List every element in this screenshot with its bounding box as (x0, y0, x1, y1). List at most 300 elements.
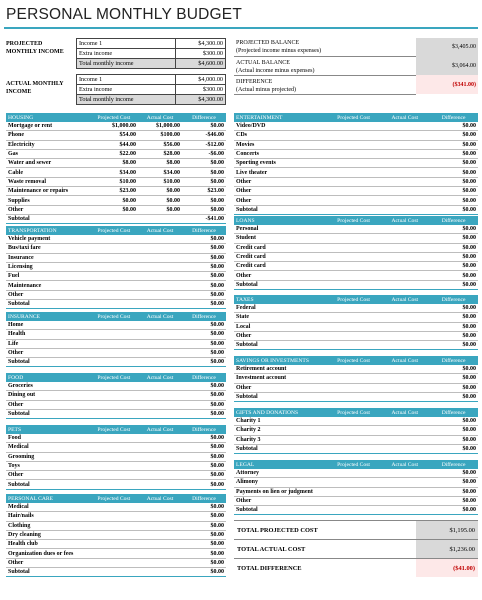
projected-cost-cell (90, 409, 138, 418)
actual-cost-cell[interactable] (138, 262, 182, 271)
expense-label: Charity 2 (234, 426, 327, 435)
actual-cost-cell[interactable] (138, 521, 182, 530)
difference-cell: $0.00 (182, 168, 226, 177)
projected-cost-cell[interactable]: $10.00 (90, 177, 138, 186)
subtotal-row (6, 214, 226, 223)
actual-cost-cell[interactable] (380, 196, 429, 205)
projected-cost-cell[interactable] (327, 234, 381, 243)
projected-cost-cell[interactable] (90, 339, 138, 348)
actual-cost-cell[interactable] (138, 452, 182, 461)
actual-cost-cell[interactable] (138, 348, 182, 357)
column-difference: Difference (182, 113, 226, 122)
actual-cost-cell[interactable] (380, 262, 429, 271)
actual-cost-cell[interactable] (138, 434, 182, 443)
expense-row (6, 434, 226, 443)
column-difference: Difference (182, 425, 226, 434)
difference-cell: $0.00 (182, 253, 226, 262)
actual-cost-cell[interactable] (380, 478, 429, 487)
projected-cost-cell[interactable] (90, 540, 138, 549)
projected-cost-cell[interactable] (327, 304, 381, 313)
actual-cost-cell[interactable] (380, 187, 429, 196)
difference-cell: $0.00 (182, 400, 226, 409)
section-title: LEGAL (234, 460, 327, 469)
expense-label: Health (6, 330, 90, 339)
expense-label: Fuel (6, 272, 90, 281)
expense-row (234, 322, 478, 331)
actual-cost-cell[interactable] (380, 234, 429, 243)
expense-row (6, 168, 226, 177)
actual-cost-cell[interactable] (380, 496, 429, 505)
projected-cost-cell[interactable] (90, 272, 138, 281)
expense-row (6, 131, 226, 140)
projected-cost-cell[interactable] (90, 549, 138, 558)
projected-cost-cell[interactable] (327, 271, 381, 280)
actual-cost-cell[interactable] (138, 382, 182, 391)
expense-label: Electricity (6, 140, 90, 149)
projected-cost-cell (327, 392, 381, 401)
projected-cost-cell[interactable] (327, 168, 381, 177)
income-total-row: Total monthly income $4,600.00 (77, 59, 226, 69)
actual-cost-cell[interactable] (380, 149, 429, 158)
section-header (234, 460, 478, 469)
difference-cell: $23.00 (182, 187, 226, 196)
expense-row (234, 131, 478, 140)
actual-cost-cell (380, 341, 429, 350)
projected-cost-cell[interactable] (90, 348, 138, 357)
projected-cost-cell[interactable]: $44.00 (90, 140, 138, 149)
expense-label: Vehicle payment (6, 235, 90, 244)
expense-row (6, 558, 226, 567)
actual-cost-cell[interactable] (380, 374, 429, 383)
expense-label: Local (234, 322, 327, 331)
projected-cost-cell[interactable] (90, 321, 138, 330)
section-housing (6, 113, 226, 224)
projected-cost-cell[interactable] (90, 558, 138, 567)
expense-row (6, 149, 226, 158)
actual-cost-cell[interactable]: $100.00 (138, 131, 182, 140)
expense-label: Charity 1 (234, 417, 327, 426)
expense-row (6, 549, 226, 558)
section-header (234, 356, 478, 365)
expense-row (234, 177, 478, 186)
expense-label: Water and sewer (6, 159, 90, 168)
projected-cost-cell[interactable] (90, 235, 138, 244)
difference-cell: $0.00 (182, 205, 226, 214)
expense-label: Gas (6, 149, 90, 158)
expense-row (234, 374, 478, 383)
actual-cost-cell[interactable] (138, 512, 182, 521)
column-actual-cost: Actual Cost (380, 408, 429, 417)
projected-cost-cell[interactable] (90, 281, 138, 290)
difference-cell: $0.00 (182, 122, 226, 131)
actual-cost-cell[interactable] (138, 471, 182, 480)
projected-cost-cell[interactable] (327, 469, 381, 478)
actual-cost-cell[interactable] (138, 281, 182, 290)
difference-row: DIFFERENCE (Actual minus projected) ($341.00) (234, 75, 478, 94)
actual-cost-cell[interactable] (138, 461, 182, 470)
expense-row (234, 243, 478, 252)
actual-cost-cell[interactable] (380, 140, 429, 149)
projected-cost-cell[interactable] (327, 252, 381, 261)
projected-cost-cell[interactable] (327, 426, 381, 435)
expense-label: Subtotal (234, 341, 327, 350)
expense-label: Other (6, 400, 90, 409)
expense-label: Retirement account (234, 365, 327, 374)
projected-cost-cell[interactable] (90, 244, 138, 253)
section-title: LOANS (234, 216, 327, 225)
projected-cost-cell[interactable] (90, 290, 138, 299)
projected-cost-cell[interactable] (327, 417, 381, 426)
projected-cost-cell[interactable] (90, 471, 138, 480)
expense-row (6, 235, 226, 244)
projected-cost-cell[interactable] (90, 503, 138, 512)
column-actual-cost: Actual Cost (138, 226, 182, 235)
difference-cell: $0.00 (429, 280, 478, 289)
expense-row (6, 530, 226, 539)
expense-label: Maintenance or repairs (6, 187, 90, 196)
projected-cost-cell[interactable] (90, 521, 138, 530)
projected-cost-cell[interactable]: $34.00 (90, 168, 138, 177)
total-actual-row: TOTAL ACTUAL COST $1,236.00 (234, 540, 478, 559)
actual-cost-cell[interactable]: $56.00 (138, 140, 182, 149)
section-entertainment (234, 113, 478, 215)
expense-label: Hair/nails (6, 512, 90, 521)
actual-cost-cell[interactable] (380, 426, 429, 435)
difference-cell: $0.00 (429, 168, 478, 177)
projected-cost-cell[interactable] (90, 391, 138, 400)
expense-row (234, 469, 478, 478)
income-row: Extra income $300.00 (77, 85, 226, 95)
actual-cost-cell (380, 205, 429, 214)
expense-label: Medical (6, 503, 90, 512)
difference-cell: $0.00 (429, 496, 478, 505)
projected-cost-cell[interactable]: $23.00 (90, 187, 138, 196)
projected-cost-cell[interactable] (327, 374, 381, 383)
projected-cost-cell[interactable] (90, 452, 138, 461)
actual-cost-cell[interactable] (138, 290, 182, 299)
expense-row (234, 487, 478, 496)
section-header (6, 113, 226, 122)
column-projected-cost: Projected Cost (90, 494, 138, 503)
actual-cost-cell[interactable] (380, 331, 429, 340)
projected-cost-cell[interactable] (327, 196, 381, 205)
projected-cost-cell[interactable] (90, 382, 138, 391)
projected-cost-cell[interactable] (90, 253, 138, 262)
projected-cost-cell (90, 480, 138, 489)
difference-cell: $0.00 (429, 234, 478, 243)
actual-cost-cell[interactable] (380, 131, 429, 140)
expense-row (6, 196, 226, 205)
actual-cost-cell[interactable] (380, 271, 429, 280)
column-projected-cost: Projected Cost (327, 460, 381, 469)
difference-cell: $0.00 (429, 187, 478, 196)
expense-row (234, 196, 478, 205)
section-header (6, 226, 226, 235)
actual-cost-cell[interactable]: $0.00 (138, 187, 182, 196)
expense-label: Grooming (6, 452, 90, 461)
actual-cost-cell[interactable] (380, 313, 429, 322)
page-title: PERSONAL MONTHLY BUDGET (6, 6, 242, 23)
actual-cost-cell[interactable] (138, 235, 182, 244)
expense-label: Insurance (6, 253, 90, 262)
actual-cost-cell[interactable] (380, 225, 429, 234)
actual-cost-cell[interactable] (380, 469, 429, 478)
expense-label: Student (234, 234, 327, 243)
difference-cell: $0.00 (429, 149, 478, 158)
projected-cost-cell[interactable]: $1,000.00 (90, 122, 138, 131)
difference-cell: $0.00 (429, 271, 478, 280)
projected-income-label: PROJECTED MONTHLY INCOME (6, 41, 64, 55)
projected-cost-cell[interactable]: $0.00 (90, 205, 138, 214)
actual-cost-cell[interactable] (380, 122, 429, 131)
column-actual-cost: Actual Cost (138, 373, 182, 382)
column-actual-cost: Actual Cost (380, 295, 429, 304)
actual-balance-row: ACTUAL BALANCE (Actual income minus expenses) $3,064.00 (234, 56, 478, 75)
difference-cell: $0.00 (182, 558, 226, 567)
actual-cost-cell[interactable] (380, 487, 429, 496)
projected-cost-cell[interactable] (327, 365, 381, 374)
expense-row (234, 122, 478, 131)
projected-cost-cell[interactable] (90, 400, 138, 409)
actual-income-label: ACTUAL MONTHLY INCOME (6, 81, 64, 95)
actual-cost-cell[interactable] (138, 540, 182, 549)
expense-label: Concerts (234, 149, 327, 158)
column-difference: Difference (429, 408, 478, 417)
column-actual-cost: Actual Cost (138, 312, 182, 321)
difference-cell: $0.00 (182, 540, 226, 549)
difference-cell: $0.00 (182, 461, 226, 470)
actual-cost-cell[interactable] (380, 177, 429, 186)
section-header (6, 312, 226, 321)
expense-label: Supplies (6, 196, 90, 205)
total-actual-value: $1,236.00 (416, 540, 478, 559)
actual-cost-cell[interactable] (380, 417, 429, 426)
projected-cost-cell[interactable] (90, 530, 138, 539)
difference-cell: $0.00 (429, 487, 478, 496)
projected-cost-cell[interactable] (327, 322, 381, 331)
section-title: TAXES (234, 295, 327, 304)
difference-cell: $0.00 (182, 339, 226, 348)
section-title: PETS (6, 425, 90, 434)
expense-label: Subtotal (6, 358, 90, 367)
section-header (234, 113, 478, 122)
expense-row (6, 272, 226, 281)
expense-row (6, 521, 226, 530)
projected-balance-value: $3,405.00 (416, 38, 478, 56)
actual-cost-cell[interactable] (138, 244, 182, 253)
actual-cost-cell[interactable]: $1,000.00 (138, 122, 182, 131)
actual-cost-cell[interactable] (138, 549, 182, 558)
actual-cost-cell[interactable] (380, 159, 429, 168)
projected-cost-cell[interactable] (327, 140, 381, 149)
difference-cell: $0.00 (182, 471, 226, 480)
expense-row (234, 271, 478, 280)
actual-cost-cell[interactable] (380, 365, 429, 374)
actual-cost-cell[interactable] (380, 252, 429, 261)
projected-cost-cell[interactable] (327, 187, 381, 196)
expense-label: Attorney (234, 469, 327, 478)
actual-cost-cell[interactable] (138, 272, 182, 281)
subtotal-row (234, 205, 478, 214)
difference-cell: $0.00 (182, 330, 226, 339)
difference-cell: $0.00 (182, 391, 226, 400)
expense-row (6, 159, 226, 168)
actual-cost-cell[interactable] (380, 435, 429, 444)
actual-cost-cell[interactable] (380, 322, 429, 331)
projected-cost-cell[interactable] (90, 330, 138, 339)
actual-cost-cell (138, 300, 182, 309)
expense-label: Clothing (6, 521, 90, 530)
projected-cost-cell[interactable]: $8.00 (90, 159, 138, 168)
expense-row (234, 365, 478, 374)
difference-cell: $0.00 (182, 503, 226, 512)
difference-cell: $0.00 (429, 341, 478, 350)
actual-cost-cell[interactable] (380, 304, 429, 313)
projected-cost-cell[interactable] (327, 243, 381, 252)
actual-cost-cell[interactable] (138, 530, 182, 539)
difference-cell: $0.00 (182, 159, 226, 168)
projected-cost-cell[interactable] (90, 434, 138, 443)
expense-label: Toys (6, 461, 90, 470)
expense-row (6, 452, 226, 461)
column-difference: Difference (182, 373, 226, 382)
actual-cost-cell (138, 480, 182, 489)
difference-cell: $0.00 (182, 512, 226, 521)
actual-cost-cell[interactable] (138, 339, 182, 348)
expense-row (234, 225, 478, 234)
actual-cost-cell[interactable] (138, 503, 182, 512)
actual-cost-cell[interactable] (138, 330, 182, 339)
expense-row (6, 330, 226, 339)
expense-row (234, 252, 478, 261)
section-header (6, 373, 226, 382)
difference-cell: $0.00 (429, 435, 478, 444)
difference-cell: -$46.00 (182, 131, 226, 140)
expense-label: Subtotal (6, 409, 90, 418)
expense-row (234, 234, 478, 243)
projected-cost-cell[interactable] (327, 435, 381, 444)
actual-cost-cell[interactable]: $0.00 (138, 205, 182, 214)
subtotal-row (234, 392, 478, 401)
expense-label: Sporting events (234, 159, 327, 168)
actual-cost-cell[interactable] (138, 321, 182, 330)
projected-cost-cell[interactable] (327, 159, 381, 168)
actual-cost-cell[interactable] (138, 391, 182, 400)
expense-row (234, 262, 478, 271)
actual-cost-cell[interactable]: $8.00 (138, 159, 182, 168)
expense-label: Other (6, 348, 90, 357)
section-transportation (6, 226, 226, 309)
projected-cost-cell[interactable]: $54.00 (90, 131, 138, 140)
expense-label: Other (234, 187, 327, 196)
projected-cost-cell[interactable] (327, 496, 381, 505)
projected-cost-cell[interactable] (327, 383, 381, 392)
section-gifts (234, 408, 478, 454)
projected-cost-cell[interactable]: $0.00 (90, 196, 138, 205)
projected-cost-cell[interactable] (327, 225, 381, 234)
difference-cell: $0.00 (182, 530, 226, 539)
projected-cost-cell[interactable] (90, 262, 138, 271)
difference-cell: $0.00 (182, 321, 226, 330)
projected-cost-cell[interactable] (327, 262, 381, 271)
expense-label: Subtotal (234, 392, 327, 401)
column-difference: Difference (429, 356, 478, 365)
expense-row (234, 159, 478, 168)
difference-cell: -$41.00 (182, 214, 226, 223)
difference-cell: $0.00 (429, 322, 478, 331)
actual-cost-cell[interactable] (138, 253, 182, 262)
projected-cost-cell[interactable] (327, 487, 381, 496)
difference-cell: $0.00 (429, 122, 478, 131)
difference-cell: $0.00 (429, 383, 478, 392)
projected-cost-cell (90, 214, 138, 223)
expense-label: Cable (6, 168, 90, 177)
projected-cost-cell[interactable] (327, 478, 381, 487)
actual-cost-cell[interactable] (138, 443, 182, 452)
section-header (234, 408, 478, 417)
projected-cost-cell[interactable] (327, 313, 381, 322)
expense-row (6, 339, 226, 348)
expense-label: Subtotal (234, 280, 327, 289)
actual-cost-cell (138, 409, 182, 418)
column-projected-cost: Projected Cost (327, 356, 381, 365)
actual-cost-cell[interactable]: $34.00 (138, 168, 182, 177)
column-projected-cost: Projected Cost (327, 113, 381, 122)
projected-cost-cell[interactable] (327, 331, 381, 340)
column-difference: Difference (182, 226, 226, 235)
difference-cell: $0.00 (182, 235, 226, 244)
projected-cost-cell[interactable]: $22.00 (90, 149, 138, 158)
expense-label: Life (6, 339, 90, 348)
actual-cost-cell[interactable] (380, 243, 429, 252)
expense-row (6, 400, 226, 409)
actual-cost-cell[interactable]: $0.00 (138, 196, 182, 205)
projected-cost-cell[interactable] (327, 149, 381, 158)
section-title: TRANSPORTATION (6, 226, 90, 235)
expense-row (234, 304, 478, 313)
projected-cost-cell[interactable] (90, 461, 138, 470)
actual-cost-cell[interactable] (138, 558, 182, 567)
actual-cost-cell[interactable] (380, 383, 429, 392)
projected-cost-cell[interactable] (327, 122, 381, 131)
actual-cost-cell[interactable]: $10.00 (138, 177, 182, 186)
difference-cell: $0.00 (429, 262, 478, 271)
section-title: INSURANCE (6, 312, 90, 321)
difference-cell: $0.00 (429, 131, 478, 140)
expense-label: Personal (234, 225, 327, 234)
subtotal-row (234, 341, 478, 350)
column-actual-cost: Actual Cost (138, 494, 182, 503)
projected-cost-cell[interactable] (90, 512, 138, 521)
section-loans (234, 216, 478, 290)
projected-cost-cell[interactable] (327, 177, 381, 186)
difference-cell: $0.00 (429, 331, 478, 340)
actual-cost-cell[interactable] (138, 400, 182, 409)
difference-cell: $0.00 (182, 281, 226, 290)
expense-label: Other (234, 271, 327, 280)
difference-cell: $0.00 (429, 478, 478, 487)
subtotal-row (6, 480, 226, 489)
subtotal-row (6, 358, 226, 367)
projected-cost-cell[interactable] (90, 443, 138, 452)
actual-cost-cell[interactable]: $28.00 (138, 149, 182, 158)
difference-cell: -$12.00 (182, 140, 226, 149)
expense-row (234, 435, 478, 444)
actual-cost-cell[interactable] (380, 168, 429, 177)
actual-cost-cell (380, 280, 429, 289)
projected-cost-cell[interactable] (327, 131, 381, 140)
expense-label: Charity 3 (234, 435, 327, 444)
